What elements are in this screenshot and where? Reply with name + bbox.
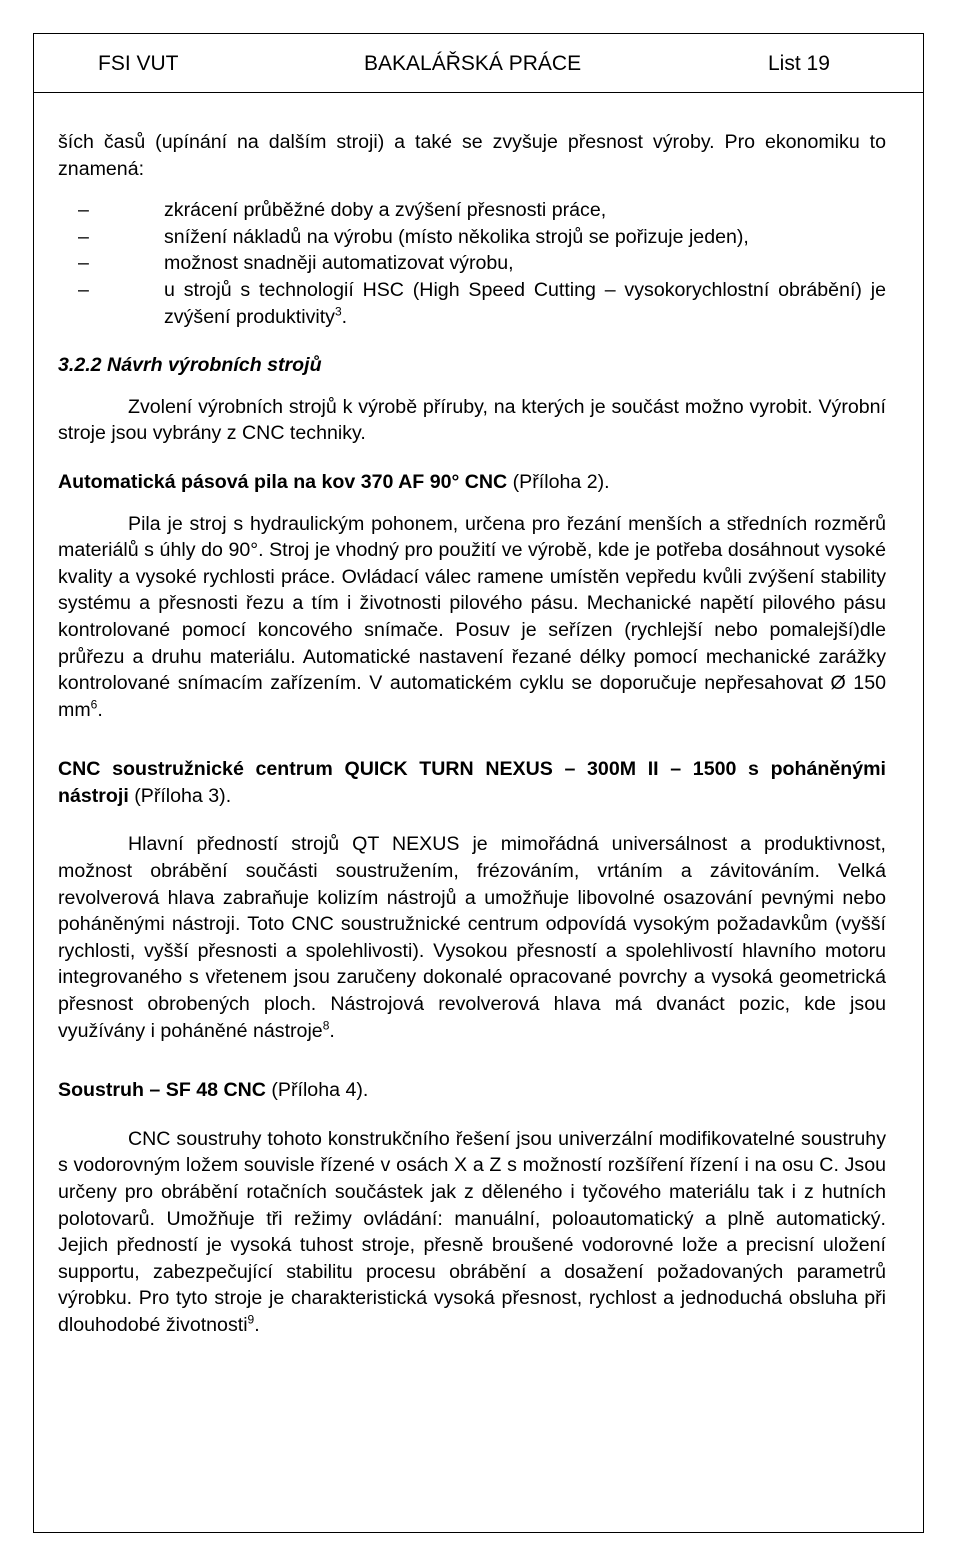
footnote-ref: 6 <box>90 697 98 712</box>
list-item: – možnost snadněji automatizovat výrobu, <box>58 250 886 277</box>
header-faculty: FSI VUT <box>98 52 179 75</box>
footnote-ref: 9 <box>247 1312 255 1327</box>
section-number: 3.2.2 <box>58 354 102 377</box>
list-item: – zkrácení průběžné doby a zvýšení přesnosti práce, <box>58 197 886 224</box>
section-heading <box>58 352 886 379</box>
section-title: Návrh výrobních strojů <box>107 354 322 377</box>
machine-heading: Automatická pásová pila na kov 370 AF 90° CNC (Příloha 2). <box>58 470 610 493</box>
page-header <box>33 33 924 93</box>
header-page-number: List 19 <box>768 52 830 75</box>
header-title: BAKALÁŘSKÁ PRÁCE <box>364 52 582 75</box>
machine-heading: Soustruh – SF 48 CNC (Příloha 4). <box>58 1079 369 1102</box>
footnote-ref: 3 <box>334 304 342 319</box>
machine-description: Hlavní předností strojů QT NEXUS je mimořádná universálnost a produktivnost, možnost obrábění součásti soustružením, frézováním, vrtáním a závitováním. Velká revolverová hlava zabraňuje kolizím nástrojů a umožňuje libovolné osazování pevnými nebo poháněnými nástroji. Toto CNC soustružnické centrum odpovídá vysokým požadavkům (vyšší rychlosti, vyšší přesnosti a spolehlivosti). Vysokou přesností a spolehlivostí hlavního motoru integrovaného s vřetenem jsou zaručeny dokonalé opracované povrchy a vysoká geometrická přesnost obrobených ploch. Nástrojová revolverová hlava má dvanáct pozic, kde jsou využívány i poháněné nástroje$^8$. <box>58 833 886 1042</box>
benefits-list <box>58 197 886 330</box>
machine-heading: CNC soustružnické centrum QUICK TURN NEXUS – 300M II – 1500 s poháněnými nástroji (Příloha 3). <box>58 758 886 807</box>
intro-paragraph: ších časů (upínání na dalším stroji) a také se zvyšuje přesnost výroby. Pro ekonomiku to znamená: <box>58 131 886 180</box>
machine-description: CNC soustruhy tohoto konstrukčního řešení jsou univerzální modifikovatelné soustruhy s vodorovným ložem souvisle řízené v osách X a Z s možností rozšíření řízení i na osu C. Jsou určeny pro obrábění rotačních součástek jak z děleného i tyčového materiálu tak i z hutních polotovarů. Umožňuje tři režimy ovládání: manuální, poloautomatický a plně automatický. Jejich předností je vysoká tuhost stroje, přesně broušené vodorovné lože a precisní uložení supportu, zabezpečující stabilitu procesu obrábění a dosažení požadovaných parametrů výrobku. Pro tyto stroje je charakteristická vysoká přesnost, rychlost a jednoduchá obsluha při dlouhodobé životnosti$^9$. <box>58 1127 886 1336</box>
list-item: – snížení nákladů na výrobu (místo několika strojů se pořizuje jeden), <box>58 224 886 251</box>
page-content <box>58 129 886 1339</box>
footnote-ref: 8 <box>322 1018 330 1033</box>
machine-description: Pila je stroj s hydraulickým pohonem, určena pro řezání menších a středních rozměrů materiálů s úhly do 90°. Stroj je vhodný pro použití ve výrobě, kde je potřeba dosáhnout vysoké kvality a vysoké rychlosti práce. Ovládací válec ramene umístěn vepředu kvůli zvýšení stability systému a přesnosti řezu a tím i životnosti pilového pásu. Mechanické napětí pilového pásu kontrolované pomocí koncového snímače. Posuv je seřízen (rychlejší nebo pomalejší)dle průřezu a druhu materiálu. Automatické nastavení řezané délky pomocí mechanické zarážky kontrolované snímacím zařízením. V automatickém cyklu se doporučuje nepřesahovat Ø 150 $mm^6$. <box>58 512 886 721</box>
section-paragraph: Zvolení výrobních strojů k výrobě příruby, na kterých je součást možno vyrobit. Výrobní stroje jsou vybrány z CNC techniky. <box>58 395 886 445</box>
list-item: – u strojů s technologií HSC (High Speed Cutting – vysokorychlostní obrábění) je zvýšení produktivity$^3$. <box>58 277 886 330</box>
